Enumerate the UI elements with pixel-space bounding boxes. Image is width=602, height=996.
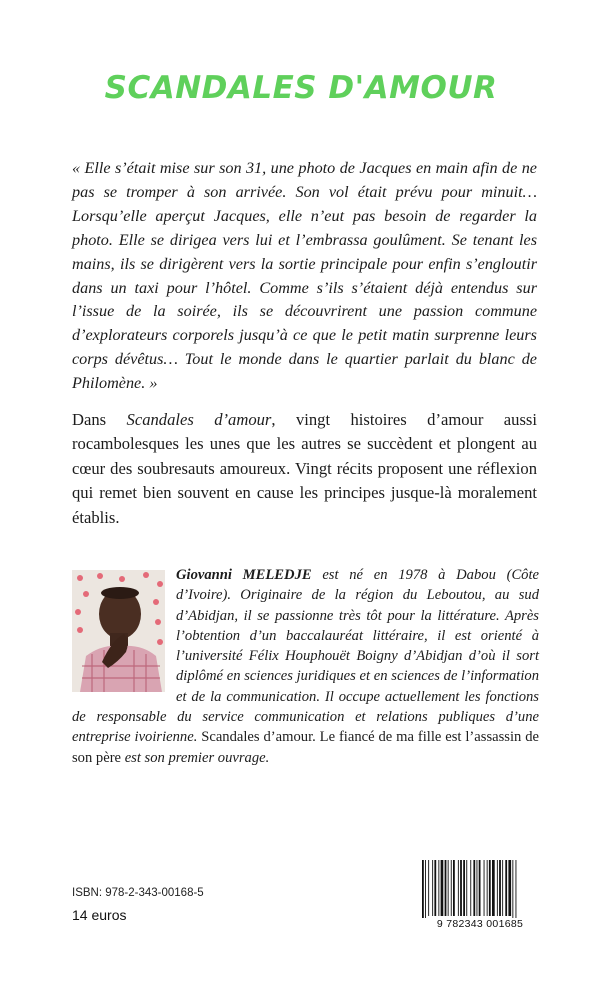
isbn-label: ISBN: 978-2-343-00168-5 (72, 887, 204, 899)
barcode-bar (460, 860, 462, 916)
barcode-bar (492, 860, 495, 916)
barcode-bar (438, 860, 439, 916)
book-title: SCANDALES D'AMOUR (104, 70, 498, 106)
barcode-bar (508, 860, 511, 916)
barcode-bar (458, 860, 459, 916)
barcode-bar (425, 860, 426, 922)
barcode-bar (466, 860, 467, 916)
barcode (420, 860, 540, 926)
barcode-bar (497, 860, 498, 916)
barcode-bar (512, 860, 513, 922)
bio-part-3: est son premier ouvrage. (124, 749, 270, 766)
barcode-bar (451, 860, 452, 916)
barcode-bar (502, 860, 503, 916)
barcode-bar (484, 860, 485, 916)
barcode-bar (445, 860, 447, 916)
barcode-bar (487, 860, 488, 916)
barcode-bar (448, 860, 449, 916)
price-label: 14 euros (72, 907, 127, 923)
summary-lead: Dans (72, 410, 127, 429)
barcode-bar (479, 860, 481, 916)
excerpt-quote: « Elle s’était mise sur son 31, une photo de Jacques en main afin de ne pas se tromper à son arrivée. Son vol était prévu pour minuit… Lorsqu’elle aperçut Jacques, elle n’eut pas besoin de regarder la photo. Elle se dirigea vers lui et l’embrassa goulûment. Se tenant les mains, ils se dirigèrent vers la sortie principale pour enfin s’engloutir dans un taxi pour l’hôtel. Comme s’ils s’étaient déjà entendus sur l’issue de la soirée, ils se découvrirent une passion commune d’explorateurs corporels jusqu’à ce que le petit matin surprenne leurs corps dévêtus… Tout le monde dans le quartier parlait du blanc de Philomène. » (72, 159, 537, 393)
barcode-bar (453, 860, 455, 916)
author-name: Giovanni MELEDJE (176, 567, 312, 583)
barcode-bar (470, 860, 471, 916)
barcode-bar (489, 860, 491, 916)
barcode-bar (477, 860, 478, 916)
barcode-bar (505, 860, 507, 916)
barcode-bar (463, 860, 465, 916)
bio-part-2: Scandales d’amour. Le fiancé de ma fille est l’assassin de son père (72, 729, 539, 766)
summary-book-title: Scandales d’amour (126, 410, 272, 429)
barcode-bar (434, 860, 436, 916)
summary-rest: , vingt histoires d’amour aussi rocambolesques les unes que les autres se succèdent et plongent au cœur des soubresauts amoureux. Vingt récits proposent une réflexion qui remet bien souvent en cause les principes jusque-là moralement établis. (72, 410, 537, 527)
barcode-bar (516, 860, 517, 922)
author-photo (72, 570, 165, 692)
barcode-bar (473, 860, 475, 916)
bio-part-1: est né en 1978 à Dabou (Côte d’Ivoire). Originaire de la région du Leboutou, au sud d’Abidjan, il se passionne très tôt pour la littérature. Après l’obtention d’un baccalauréat littéraire, il est orienté à l’université Félix Houphouët Boigny d’Abidjan d’où il sort diplômé en sciences juridiques et en sciences de l’information et de la communication. Il occupe actuellement les fonctions de responsable du service communication et relations publiques d’une entreprise ivoirienne. (72, 567, 540, 746)
book-summary (72, 408, 537, 530)
barcode-bar (432, 860, 433, 916)
barcode-bar (441, 860, 444, 916)
barcode-bar (428, 860, 429, 916)
barcode-digits: 9 782343 001685 (420, 918, 540, 930)
barcode-bar (422, 860, 424, 922)
barcode-bar (499, 860, 501, 916)
